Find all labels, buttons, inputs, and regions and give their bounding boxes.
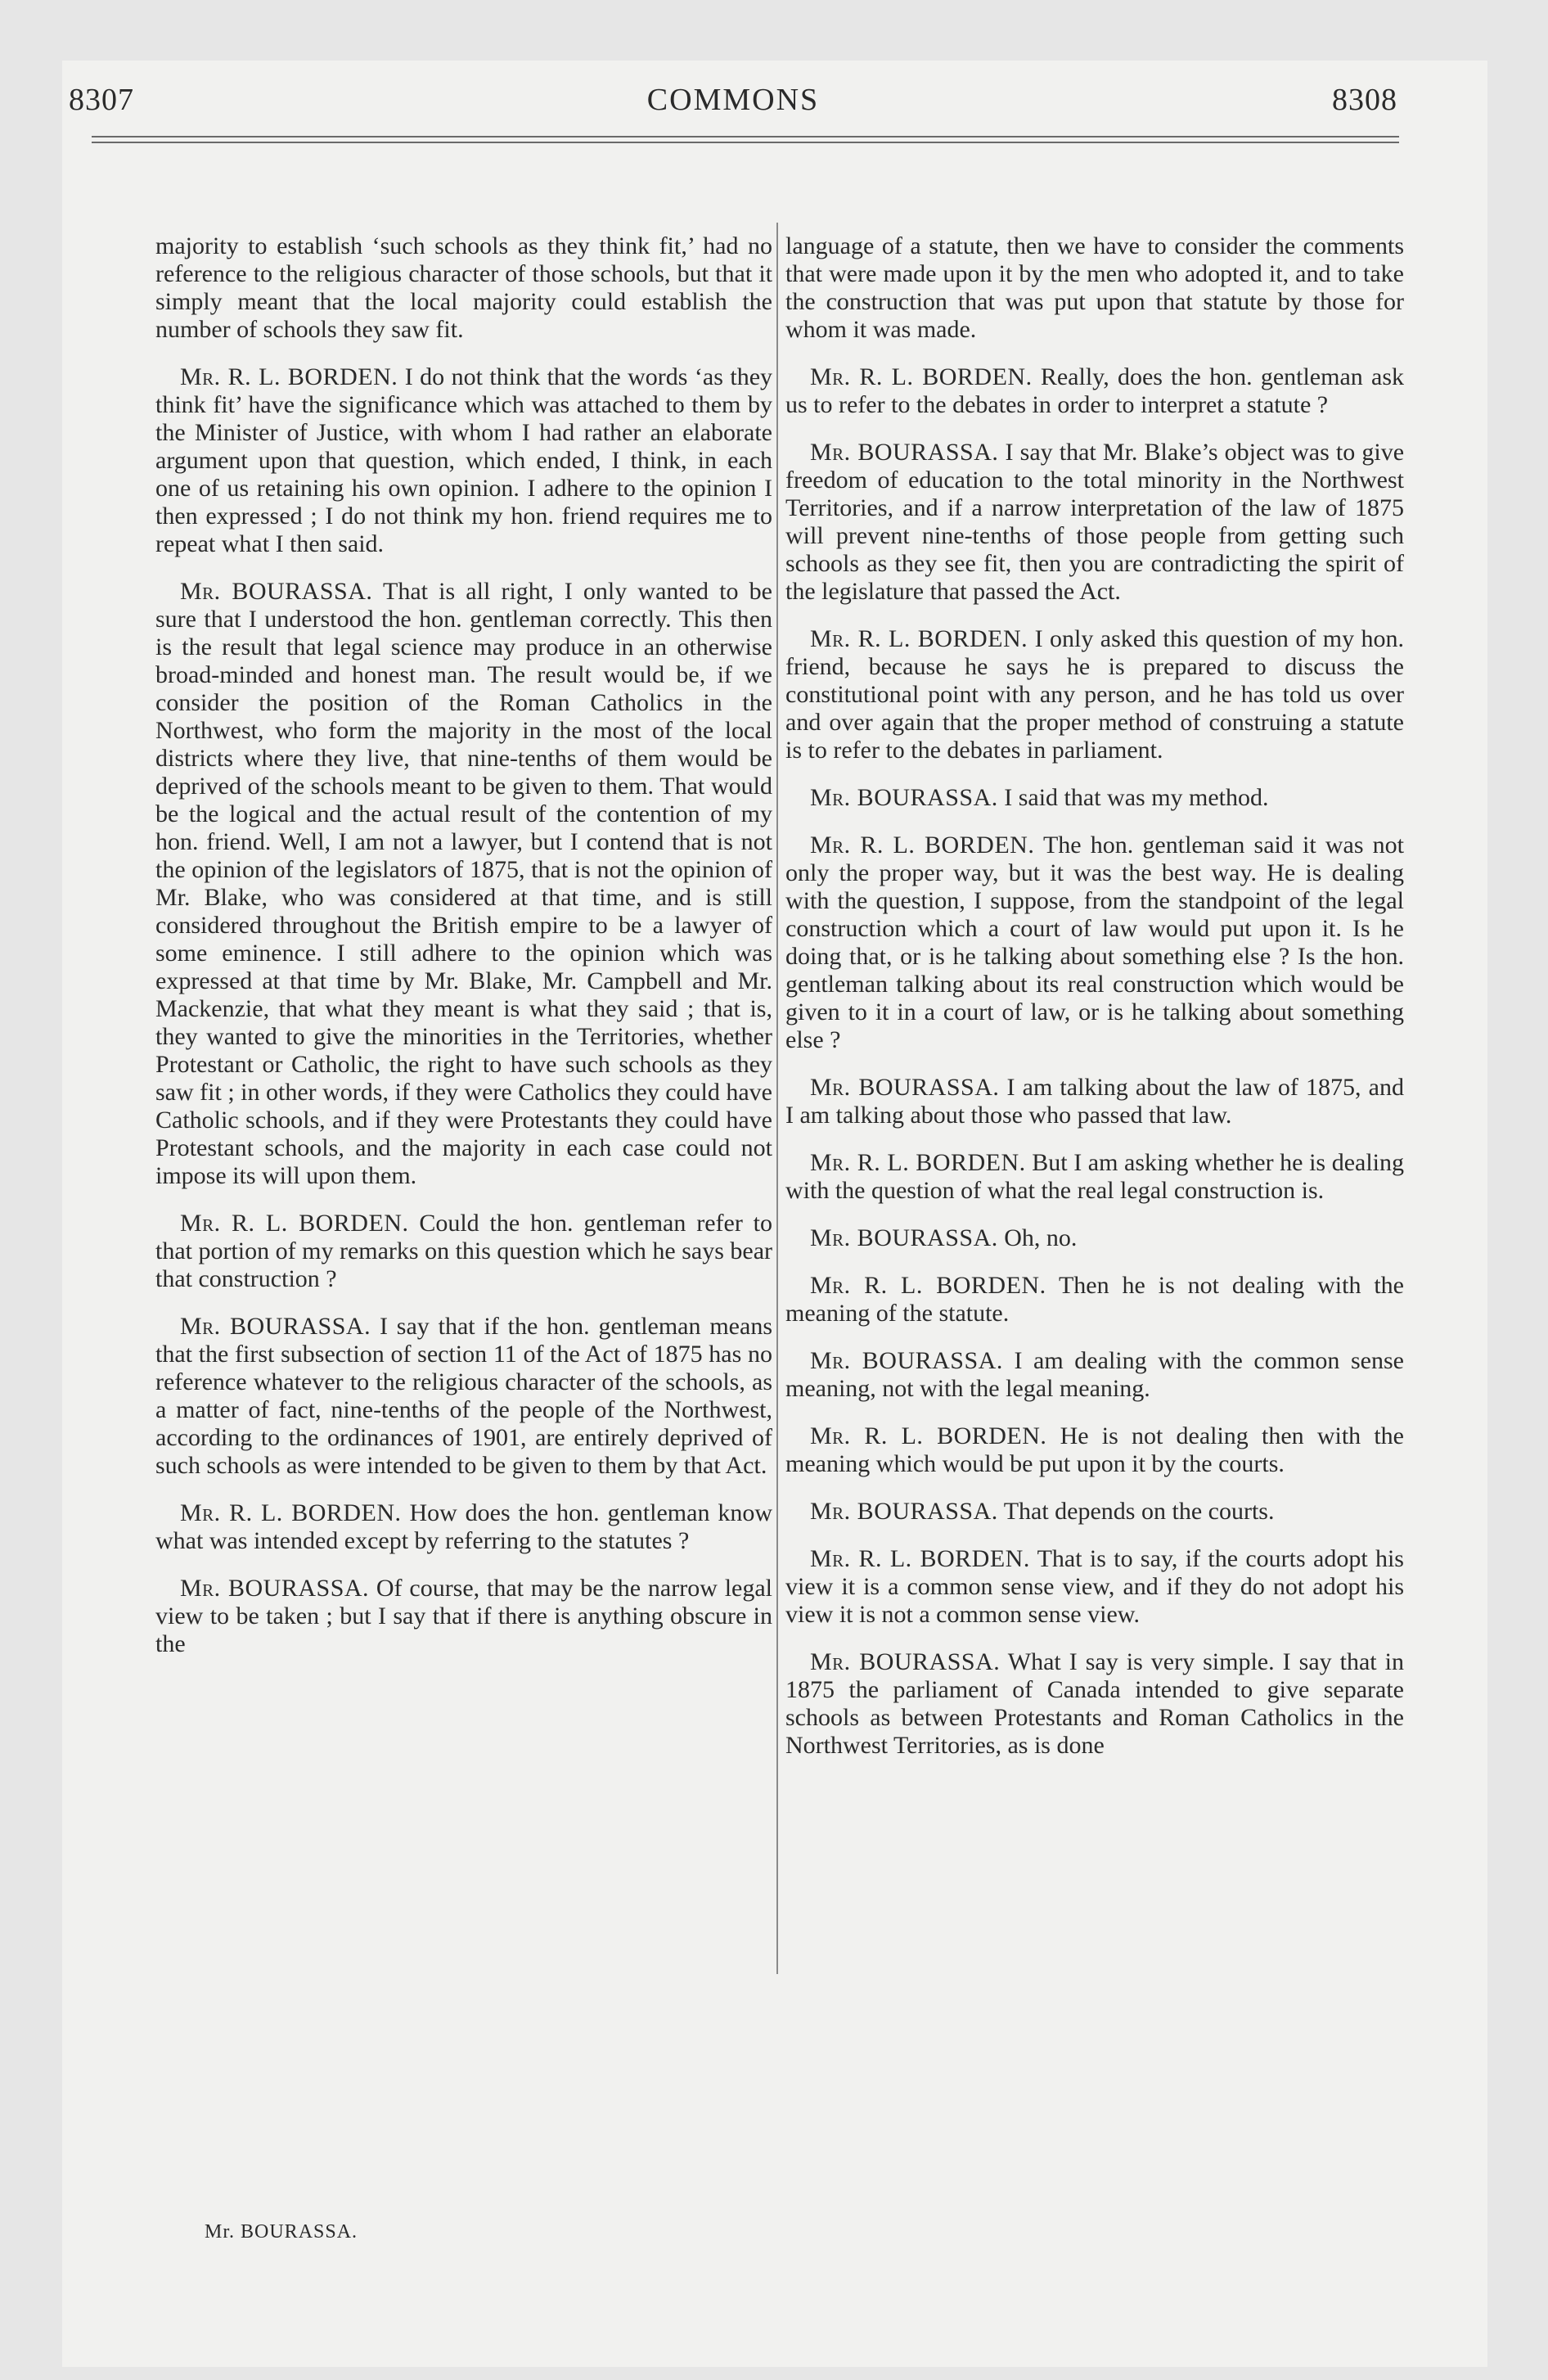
speaker-name: Mr. R. L. BORDEN. [810,625,1028,652]
paragraph [785,1498,1404,1526]
paragraph [785,625,1404,764]
speaker-name: Mr. BOURASSA. [180,578,373,605]
paragraph [785,363,1404,419]
speech-text: But I am asking whether he is dealing with the question of what the real legal construction is. [785,1149,1405,1204]
paragraph [785,1149,1404,1205]
speech-text: Could the hon. gentleman refer to that portion of my remarks on this question which he says bear that construction ? [155,1210,773,1292]
paragraph [155,1313,772,1480]
speech-text: What I say is very simple. I say that in 1875 the parliament of Canada intended to give separate schools as between Protestants and Roman Catholics in the Northwest Territories, as is done [785,1648,1404,1759]
speaker-name: Mr. R. L. BORDEN. [180,1499,402,1526]
speaker-name: Mr. R. L. BORDEN. [810,1545,1030,1572]
speech-text: I am dealing with the common sense meaning, not with the legal meaning. [785,1347,1404,1402]
paragraph [785,1272,1404,1327]
speaker-name: Mr. BOURASSA. [810,1498,998,1525]
speech-text: I said that was my method. [1004,784,1269,811]
paragraph [155,1210,772,1293]
header-rule [92,136,1399,143]
paragraph [785,1074,1404,1129]
running-title: COMMONS [646,83,820,117]
paragraph [785,784,1404,812]
speech-text: That is to say, if the courts adopt his view it is a common sense view, and if they do not adopt his view it is not a common sense view. [785,1545,1404,1628]
speech-text: majority to establish ‘such schools as they think fit,’ had no reference to the religious character of those schools, but that it simply meant that the local majority could establish the number of schools they saw fit. [155,232,772,343]
speaker-name: Mr. BOURASSA. [810,1648,1001,1675]
speaker-name: Mr. R. L. BORDEN. [810,1149,1026,1176]
speech-text: That depends on the courts. [1003,1498,1275,1525]
paragraph [155,578,772,1190]
speaker-name: Mr. BOURASSA. [180,1313,371,1340]
speech-text: Of course, that may be the narrow legal view to be taken ; but I say that if there is anything obscure in the [155,1575,772,1657]
paragraph [785,1224,1404,1252]
speaker-name: Mr. R. L. BORDEN. [180,363,398,390]
speech-text: How does the hon. gentleman know what was intended except by referring to the statutes ? [155,1499,773,1554]
speech-text: Then he is not dealing with the meaning of the statute. [785,1272,1405,1327]
speech-text: That is all right, I only wanted to be sure that I understood the hon. gentleman correctly. This then is the result that legal science may produce in an otherwise broad-minded and honest man. The result would be, if we consider the position of the Roman Catholics in the Northwest, who form the majority in the most of the local districts where they live, that nine-tenths of them would be deprived of the schools meant to be given to them. That would be the logical and the actual result of the contention of my hon. friend. Well, I am not a lawyer, but I contend that is not the opinion of the legislators of 1875, that is not the opinion of Mr. Blake, who was considered at that time, and is still considered throughout the British empire to be a lawyer of some eminence. I still adhere to the opinion which was expressed at that time by Mr. Blake, Mr. Campbell and Mr. Mackenzie, that what they meant is what they said ; that is, they wanted to give the minorities in the Territories, whether Protestant or Catholic, the right to have such schools as they saw fit ; in other words, if they were Catholics they could have Catholic schools, and if they were Protestants they could have Protestant schools, and the majority in each case could not impose its will upon them. [155,578,772,1189]
speech-text: I say that Mr. Blake’s object was to give freedom of education to the total minority in the Northwest Territories, and if a narrow interpretation of the law of 1875 will prevent nine-tenths of those people from getting such schools as they see fit, then you are contradicting the spirit of the legislature that passed the Act. [785,439,1405,605]
paragraph [785,1545,1404,1629]
footer-speaker-name: Mr. BOURASSA. [205,2221,358,2243]
paragraph [785,1648,1404,1760]
speaker-name: Mr. R. L. BORDEN. [810,1272,1046,1299]
speech-text: language of a statute, then we have to consider the comments that were made upon it by the men who adopted it, and to take the construction that was put upon that statute by those for whom it was made. [785,232,1404,343]
column-divider [776,223,778,1974]
paragraph [785,1422,1404,1478]
speech-text: I only asked this question of my hon. friend, because he says he is prepared to discuss the constitutional point with any person, and he has told us over and over again that the proper method of construing a statute is to refer to the debates in parliament. [785,625,1405,764]
speech-text: The hon. gentleman said it was not only the proper way, but it was the best way. He is dealing with the question, I suppose, from the standpoint of the legal construction which a court of law would put upon it. Is he doing that, or is he talking about something else ? Is the hon. gentleman talking about its real construction which would be given to it in a court of law, or is he talking about something else ? [785,832,1405,1053]
speaker-name: Mr. BOURASSA. [180,1575,370,1602]
speaker-name: Mr. R. L. BORDEN. [810,832,1035,859]
speaker-name: Mr. R. L. BORDEN. [810,363,1033,390]
speech-text: Oh, no. [1004,1224,1078,1251]
page-number-left: 8307 [69,83,134,117]
speech-text: I say that if the hon. gentleman means that the first subsection of section 11 of the Act of 1875 has no reference whatever to the religious character of the schools, as a matter of fact, nine-tenths of the people of the Northwest, according to the ordinances of 1901, are entirely deprived of such schools as were intended to be given to them by that Act. [155,1313,772,1479]
left-column [155,232,772,1678]
paragraph [785,232,1404,344]
speaker-name: Mr. BOURASSA. [810,1224,998,1251]
speech-text: I do not think that the words ‘as they think fit’ have the significance which was attached to them by the Minister of Justice, with whom I had rather an elaborate argument upon that question, which ended, I think, in each one of us retaining his own opinion. I adhere to the opinion I then expressed ; I do not think my hon. friend requires me to repeat what I then said. [155,363,773,557]
page-number-right: 8308 [1332,83,1397,117]
speaker-name: Mr. BOURASSA. [810,784,998,811]
right-column [785,232,1404,1779]
speaker-name: Mr. BOURASSA. [810,439,999,466]
speech-text: I am talking about the law of 1875, and I am talking about those who passed that law. [785,1074,1404,1129]
paragraph [155,363,772,558]
paragraph [785,832,1404,1054]
paragraph [155,1499,772,1555]
paragraph [785,1347,1404,1403]
paragraph [155,232,772,344]
speech-text: He is not dealing then with the meaning which would be put upon it by the courts. [785,1422,1404,1477]
paragraph [155,1575,772,1658]
speaker-name: Mr. R. L. BORDEN. [810,1422,1047,1449]
speech-text: Really, does the hon. gentleman ask us to refer to the debates in order to interpret a statute ? [785,363,1405,418]
page-header [69,82,1397,123]
speaker-name: Mr. BOURASSA. [810,1347,1003,1374]
speaker-name: Mr. R. L. BORDEN. [180,1210,409,1237]
speaker-name: Mr. BOURASSA. [810,1074,1000,1101]
paragraph [785,439,1404,606]
